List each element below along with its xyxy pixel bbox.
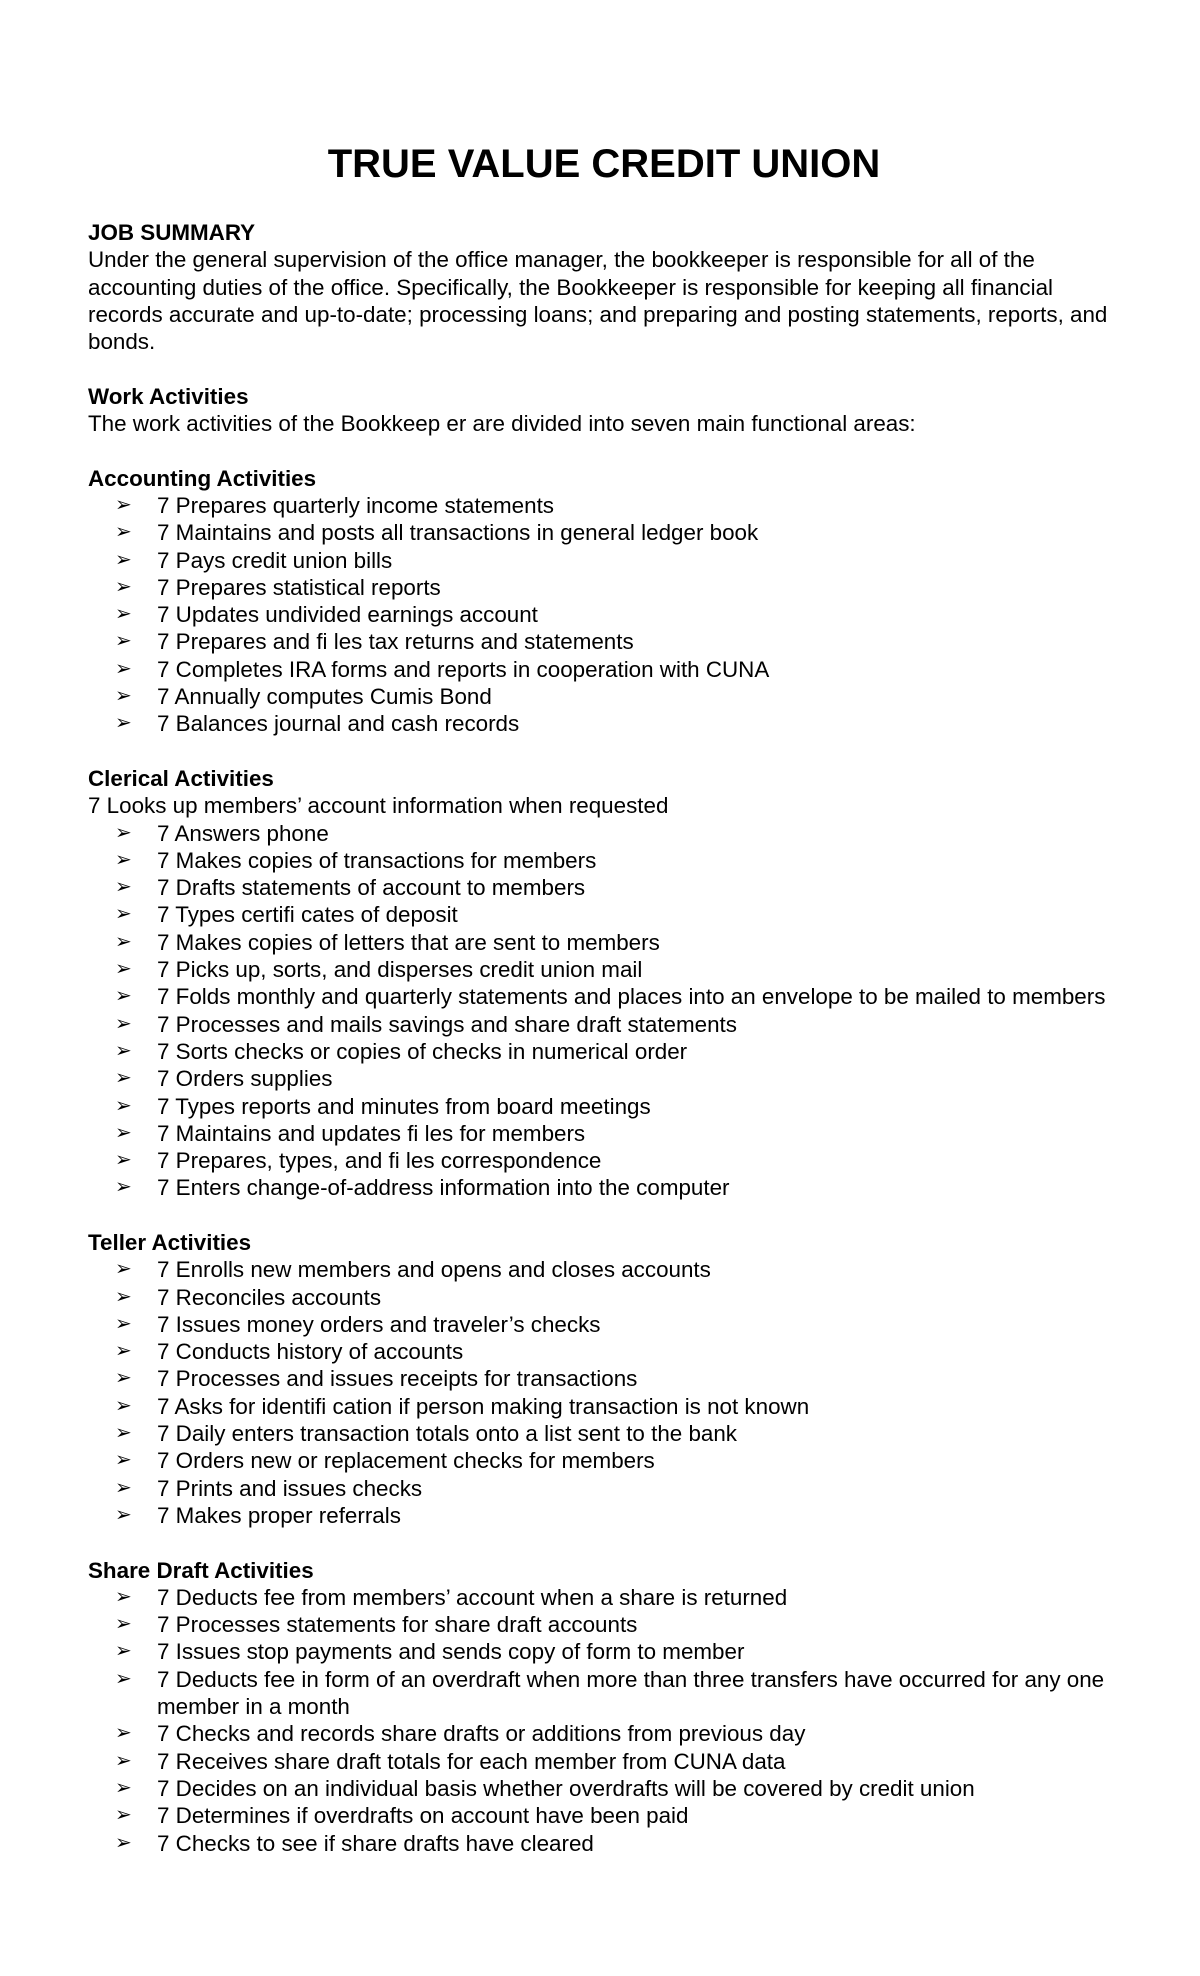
list-item	[115, 547, 1118, 574]
list-item	[115, 574, 1118, 601]
list-item	[115, 901, 1118, 928]
arrow-bullet-icon: ➢	[115, 1039, 132, 1062]
list-item	[115, 601, 1118, 628]
list-item-text: 7 Maintains and updates fi les for members	[157, 1120, 586, 1146]
list-item-text: 7 Decides on an individual basis whether overdrafts will be covered by credit union	[157, 1775, 975, 1801]
list-item	[115, 1120, 1118, 1147]
list-item	[115, 1611, 1118, 1638]
list-item-text: 7 Conducts history of accounts	[157, 1339, 464, 1365]
list-item	[115, 656, 1118, 683]
arrow-bullet-icon: ➢	[115, 1476, 132, 1499]
list-item	[115, 492, 1118, 519]
list-item-text: 7 Enrolls new members and opens and closes accounts	[157, 1257, 711, 1283]
list-item-text: 7 Sorts checks or copies of checks in numerical order	[157, 1038, 688, 1064]
list-item-text: 7 Prepares and fi les tax returns and statements	[157, 629, 634, 655]
arrow-bullet-icon: ➢	[115, 1067, 132, 1090]
list-item	[115, 1638, 1118, 1665]
arrow-bullet-icon: ➢	[115, 1449, 132, 1472]
arrow-bullet-icon: ➢	[115, 1176, 132, 1199]
arrow-bullet-icon: ➢	[115, 1367, 132, 1390]
list-item-text: 7 Processes and mails savings and share draft statements	[157, 1011, 737, 1037]
activity-section	[88, 1557, 1118, 1857]
list-item-text: 7 Reconciles accounts	[157, 1284, 382, 1310]
list-item	[115, 956, 1118, 983]
list-item-text: 7 Issues stop payments and sends copy of form to member	[157, 1639, 745, 1665]
activity-list	[88, 1256, 1118, 1529]
list-item	[115, 1584, 1118, 1611]
list-item-text: 7 Completes IRA forms and reports in cooperation with CUNA	[157, 656, 770, 682]
arrow-bullet-icon: ➢	[115, 930, 132, 953]
arrow-bullet-icon: ➢	[115, 1613, 132, 1636]
list-item-text: 7 Asks for identifi cation if person making transaction is not known	[157, 1393, 810, 1419]
arrow-bullet-icon: ➢	[115, 548, 132, 571]
list-item	[115, 1147, 1118, 1174]
list-item	[115, 1475, 1118, 1502]
arrow-bullet-icon: ➢	[115, 1640, 132, 1663]
list-item	[115, 1174, 1118, 1201]
list-item-text: 7 Drafts statements of account to members	[157, 875, 586, 901]
arrow-bullet-icon: ➢	[115, 1340, 132, 1363]
list-item-text: 7 Deducts fee in form of an overdraft when more than three transfers have occurred for any one member in a month	[157, 1666, 1105, 1720]
list-item	[115, 1065, 1118, 1092]
list-item-text: 7 Makes copies of transactions for members	[157, 847, 597, 873]
arrow-bullet-icon: ➢	[115, 1667, 132, 1690]
list-item-text: 7 Pays credit union bills	[157, 547, 393, 573]
list-item	[115, 1666, 1118, 1721]
section-intro-line: 7 Looks up members’ account information when requested	[88, 793, 669, 819]
arrow-bullet-icon: ➢	[115, 1258, 132, 1281]
activity-list	[88, 820, 1118, 1202]
arrow-bullet-icon: ➢	[115, 1503, 132, 1526]
list-item-text: 7 Maintains and posts all transactions in general ledger book	[157, 520, 759, 546]
arrow-bullet-icon: ➢	[115, 1012, 132, 1035]
list-item-text: 7 Answers phone	[157, 820, 329, 846]
list-item-text: 7 Annually computes Cumis Bond	[157, 684, 492, 710]
list-item-text: 7 Makes proper referrals	[157, 1502, 401, 1528]
work-activities-text: The work activities of the Bookkeep er are divided into seven main functional areas:	[88, 411, 916, 437]
arrow-bullet-icon: ➢	[115, 712, 132, 735]
arrow-bullet-icon: ➢	[115, 876, 132, 899]
list-item	[115, 1284, 1118, 1311]
list-item	[115, 1830, 1118, 1857]
list-item	[115, 628, 1118, 655]
list-item-text: 7 Orders new or replacement checks for members	[157, 1448, 655, 1474]
arrow-bullet-icon: ➢	[115, 575, 132, 598]
list-item	[115, 710, 1118, 737]
arrow-bullet-icon: ➢	[115, 630, 132, 653]
list-item	[115, 1256, 1118, 1283]
document-page	[88, 140, 1118, 1884]
activity-list	[88, 1584, 1118, 1857]
list-item	[115, 983, 1118, 1010]
arrow-bullet-icon: ➢	[115, 1776, 132, 1799]
list-item	[115, 874, 1118, 901]
list-item-text: 7 Enters change-of-address information into the computer	[157, 1175, 730, 1201]
arrow-bullet-icon: ➢	[115, 985, 132, 1008]
list-item	[115, 820, 1118, 847]
list-item	[115, 1338, 1118, 1365]
list-item	[115, 847, 1118, 874]
list-item	[115, 1011, 1118, 1038]
arrow-bullet-icon: ➢	[115, 1394, 132, 1417]
section-heading: Clerical Activities	[88, 765, 274, 791]
list-item	[115, 1720, 1118, 1747]
list-item	[115, 683, 1118, 710]
arrow-bullet-icon: ➢	[115, 657, 132, 680]
arrow-bullet-icon: ➢	[115, 685, 132, 708]
arrow-bullet-icon: ➢	[115, 1422, 132, 1445]
list-item-text: 7 Checks and records share drafts or additions from previous day	[157, 1721, 806, 1747]
work-activities-section	[88, 383, 1118, 438]
activity-list	[88, 492, 1118, 738]
arrow-bullet-icon: ➢	[115, 1722, 132, 1745]
job-summary-text: Under the general supervision of the office manager, the bookkeeper is responsible for all of the accounting duties of the office. Specifically, the Bookkeeper is responsible for keeping all financial records accurate and up-to-date; processing loans; and preparing and posting statements, reports, and bonds.	[88, 247, 1108, 355]
list-item-text: 7 Receives share draft totals for each member from CUNA data	[157, 1748, 786, 1774]
activity-sections	[88, 465, 1118, 1857]
section-heading: Accounting Activities	[88, 465, 317, 491]
list-item-text: 7 Determines if overdrafts on account have been paid	[157, 1803, 689, 1829]
arrow-bullet-icon: ➢	[115, 1831, 132, 1854]
list-item	[115, 1802, 1118, 1829]
list-item	[115, 1748, 1118, 1775]
list-item	[115, 1093, 1118, 1120]
arrow-bullet-icon: ➢	[115, 821, 132, 844]
list-item	[115, 519, 1118, 546]
section-heading: Teller Activities	[88, 1229, 252, 1255]
arrow-bullet-icon: ➢	[115, 1585, 132, 1608]
list-item-text: 7 Prints and issues checks	[157, 1475, 423, 1501]
arrow-bullet-icon: ➢	[115, 521, 132, 544]
section-heading: Share Draft Activities	[88, 1557, 314, 1583]
arrow-bullet-icon: ➢	[115, 1285, 132, 1308]
list-item-text: 7 Types certifi cates of deposit	[157, 902, 458, 928]
list-item-text: 7 Deducts fee from members’ account when a share is returned	[157, 1584, 788, 1610]
arrow-bullet-icon: ➢	[115, 603, 132, 626]
arrow-bullet-icon: ➢	[115, 958, 132, 981]
list-item	[115, 1311, 1118, 1338]
list-item	[115, 1365, 1118, 1392]
arrow-bullet-icon: ➢	[115, 1094, 132, 1117]
list-item-text: 7 Processes statements for share draft accounts	[157, 1612, 638, 1638]
list-item	[115, 1420, 1118, 1447]
list-item-text: 7 Prepares quarterly income statements	[157, 492, 554, 518]
arrow-bullet-icon: ➢	[115, 493, 132, 516]
list-item-text: 7 Balances journal and cash records	[157, 711, 520, 737]
arrow-bullet-icon: ➢	[115, 1312, 132, 1335]
list-item-text: 7 Orders supplies	[157, 1066, 333, 1092]
arrow-bullet-icon: ➢	[115, 1804, 132, 1827]
activity-section	[88, 465, 1118, 738]
list-item	[115, 1502, 1118, 1529]
job-summary-section	[88, 219, 1118, 355]
list-item-text: 7 Types reports and minutes from board meetings	[157, 1093, 651, 1119]
list-item	[115, 1447, 1118, 1474]
activity-section	[88, 765, 1118, 1202]
list-item-text: 7 Issues money orders and traveler’s checks	[157, 1311, 601, 1337]
arrow-bullet-icon: ➢	[115, 1149, 132, 1172]
list-item-text: 7 Picks up, sorts, and disperses credit union mail	[157, 957, 643, 983]
list-item-text: 7 Prepares statistical reports	[157, 574, 441, 600]
list-item-text: 7 Makes copies of letters that are sent to members	[157, 929, 660, 955]
list-item	[115, 1038, 1118, 1065]
list-item-text: 7 Daily enters transaction totals onto a list sent to the bank	[157, 1421, 737, 1447]
document-title: TRUE VALUE CREDIT UNION	[327, 142, 881, 186]
list-item-text: 7 Folds monthly and quarterly statements and places into an envelope to be mailed to members	[157, 984, 1106, 1010]
list-item	[115, 1393, 1118, 1420]
activity-section	[88, 1229, 1118, 1529]
job-summary-heading: JOB SUMMARY	[88, 220, 256, 245]
arrow-bullet-icon: ➢	[115, 1749, 132, 1772]
list-item-text: 7 Updates undivided earnings account	[157, 602, 538, 628]
arrow-bullet-icon: ➢	[115, 903, 132, 926]
list-item	[115, 929, 1118, 956]
list-item-text: 7 Checks to see if share drafts have cleared	[157, 1830, 594, 1856]
list-item-text: 7 Prepares, types, and fi les correspondence	[157, 1148, 602, 1174]
work-activities-heading: Work Activities	[88, 383, 249, 409]
arrow-bullet-icon: ➢	[115, 1121, 132, 1144]
list-item-text: 7 Processes and issues receipts for transactions	[157, 1366, 638, 1392]
arrow-bullet-icon: ➢	[115, 848, 132, 871]
list-item	[115, 1775, 1118, 1802]
